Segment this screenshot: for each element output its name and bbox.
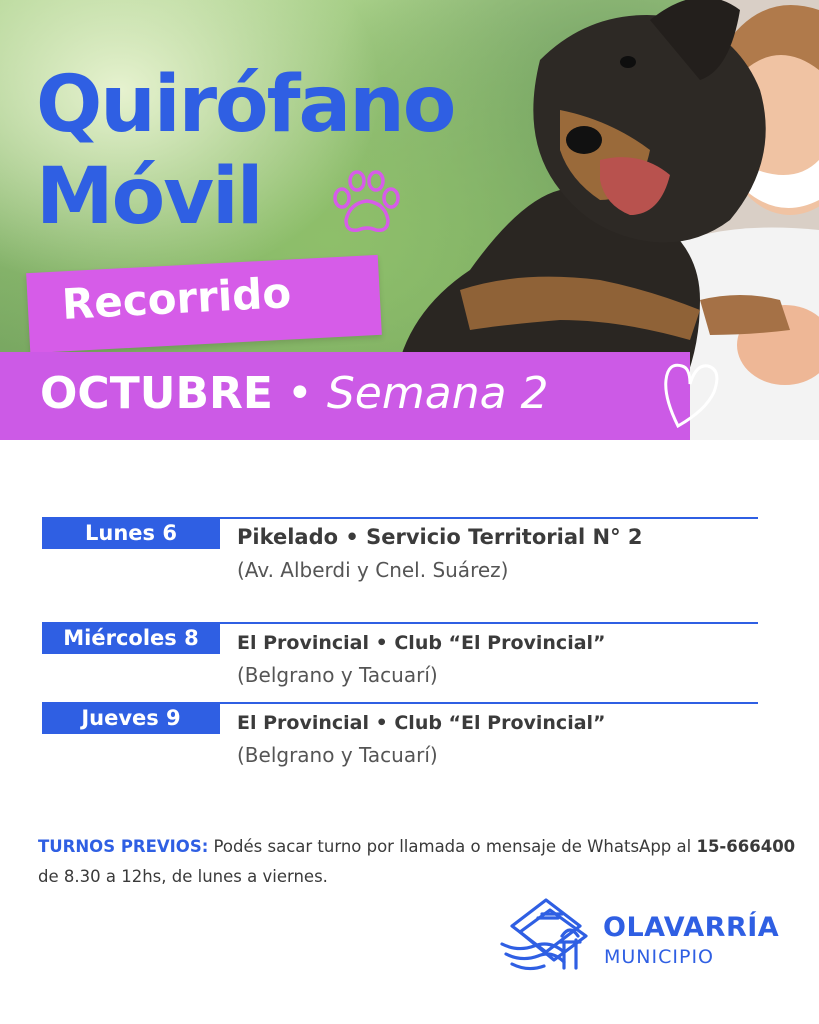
place-label: El Provincial • Club “El Provincial” <box>237 632 606 654</box>
heart-icon <box>660 348 722 428</box>
month-separator: • <box>286 368 313 419</box>
place-label: El Provincial • Club “El Provincial” <box>237 712 606 734</box>
day-label: Jueves 9 <box>42 702 220 734</box>
hero-banner <box>0 0 819 440</box>
title-line-2: Móvil <box>36 152 262 242</box>
month-label: OCTUBRE <box>40 368 273 419</box>
address-label: (Av. Alberdi y Cnel. Suárez) <box>237 558 509 582</box>
olavarria-logo-icon <box>498 896 594 978</box>
recorrido-label: Recorrido <box>60 268 293 329</box>
place-label: Pikelado • Servicio Territorial N° 2 <box>237 525 643 549</box>
day-label: Lunes 6 <box>42 517 220 549</box>
turnos-label: TURNOS PREVIOS: <box>38 837 209 856</box>
address-label: (Belgrano y Tacuarí) <box>237 743 438 767</box>
title-line-1: Quirófano <box>36 60 455 150</box>
week-label: Semana 2 <box>326 368 549 419</box>
logo-subtitle: MUNICIPIO <box>604 946 715 968</box>
turnos-text-2: de 8.30 a 12hs, de lunes a viernes. <box>38 867 328 886</box>
turnos-info <box>38 832 798 892</box>
turnos-text-1: Podés sacar turno por llamada o mensaje de WhatsApp al <box>208 837 697 856</box>
logo-name: OLAVARRÍA <box>603 912 780 943</box>
day-label: Miércoles 8 <box>42 622 220 654</box>
month-week-line <box>40 368 549 419</box>
address-label: (Belgrano y Tacuarí) <box>237 663 438 687</box>
paw-icon <box>330 168 404 236</box>
turnos-phone: 15-666400 <box>696 837 796 856</box>
